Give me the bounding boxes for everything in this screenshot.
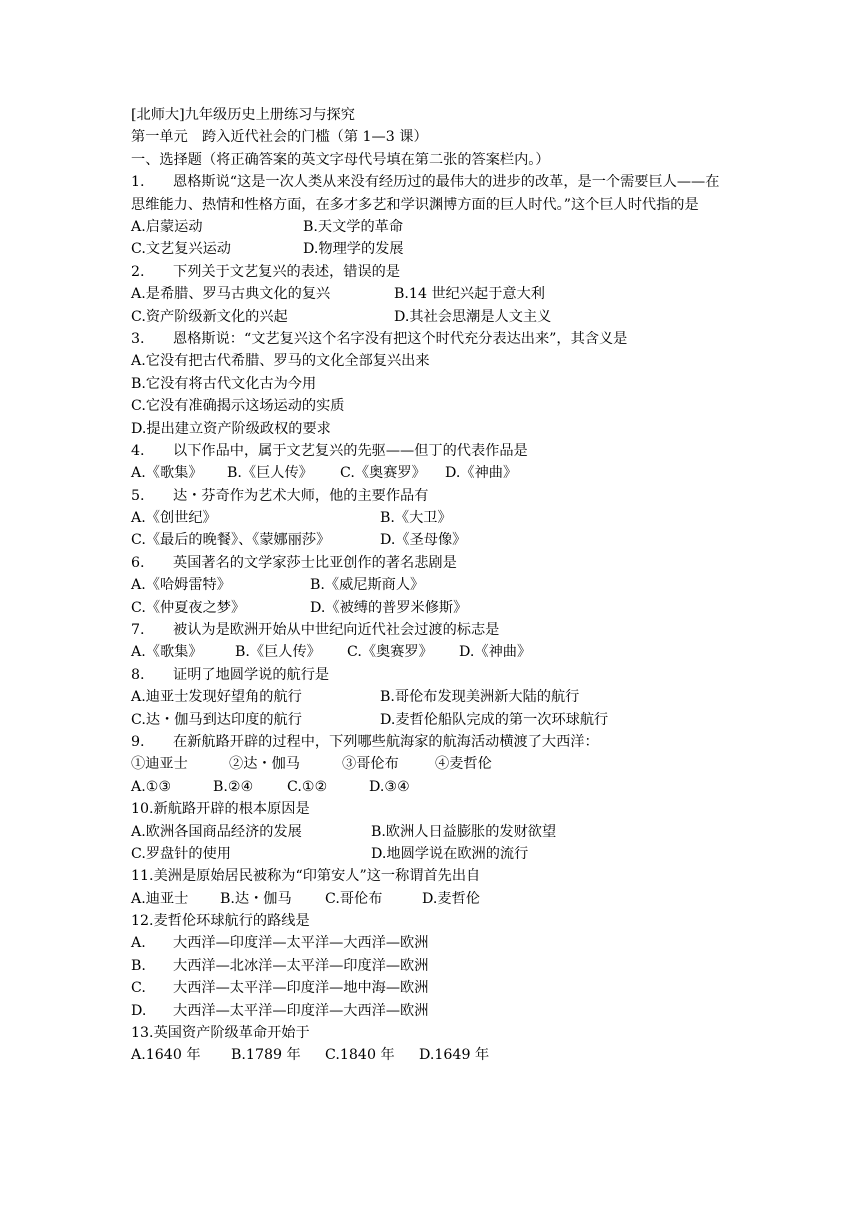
option-c: C.它没有准确揭示这场运动的实质 xyxy=(131,398,345,415)
option-c: C.《奥赛罗》 xyxy=(340,465,426,482)
section-heading: 一、选择题（将正确答案的英文字母代号填在第二张的答案栏内。） xyxy=(131,151,550,168)
question-text: 英国资产阶级革命开始于 xyxy=(153,1025,310,1042)
option-d: D.③④ xyxy=(369,778,410,795)
option-b: B.欧洲人日益膨胀的发财欲望 xyxy=(371,823,557,840)
options-row xyxy=(131,843,741,865)
option-text: 大西洋—北冰洋—太平洋—印度洋—欧洲 xyxy=(173,957,429,974)
option-b: B.它没有将古代文化古为今用 xyxy=(131,375,317,392)
option-a: A.①③ xyxy=(131,778,172,795)
question-1 xyxy=(131,171,731,216)
options-row xyxy=(131,888,741,910)
question-text: 被认为是欧洲开始从中世纪向近代社会过渡的标志是 xyxy=(173,622,500,639)
option-text: 大西洋—太平洋—印度洋—地中海—欧洲 xyxy=(173,980,429,997)
question-number: 9. xyxy=(131,733,145,750)
options-row xyxy=(131,597,741,619)
items-row xyxy=(131,753,741,775)
option-a: A.欧洲各国商品经济的发展 xyxy=(131,823,302,840)
option-letter: B. xyxy=(131,957,146,974)
question-5 xyxy=(131,485,741,507)
question-12 xyxy=(131,910,741,932)
option-c: C.《仲夏夜之梦》 xyxy=(131,599,246,616)
option-a: A.《创世纪》 xyxy=(131,510,217,527)
option-b: B.②④ xyxy=(213,778,254,795)
option-text: 大西洋—印度洋—太平洋—大西洋—欧洲 xyxy=(173,935,429,952)
option-c: C.文艺复兴运动 xyxy=(131,241,231,258)
question-13 xyxy=(131,1022,741,1044)
option-b: B.1789 年 xyxy=(231,1047,301,1064)
question-number: 10. xyxy=(131,801,154,818)
option-d: D.《神曲》 xyxy=(445,465,518,482)
document-title: [北师大]九年级历史上册练习与探究 xyxy=(131,107,355,123)
options-row xyxy=(131,507,741,529)
question-text: 达・芬奇作为艺术大师，他的主要作品有 xyxy=(173,487,429,504)
question-number: 12. xyxy=(131,913,154,930)
question-number: 11. xyxy=(131,868,154,885)
question-text: 美洲是原始居民被称为“印第安人”这一称谓首先出自 xyxy=(153,868,481,885)
document-page xyxy=(131,104,741,1067)
option-a: A.启蒙运动 xyxy=(131,218,203,235)
item-3: ③哥伦布 xyxy=(342,756,399,773)
option-b: B.达・伽马 xyxy=(220,890,292,907)
question-text: 下列关于文艺复兴的表述，错误的是 xyxy=(173,263,401,280)
question-7 xyxy=(131,619,741,641)
options-row xyxy=(131,776,741,798)
options-row xyxy=(131,529,741,551)
option-b: B.《大卫》 xyxy=(380,510,452,527)
question-text: 以下作品中，属于文艺复兴的先驱——但丁的代表作品是 xyxy=(173,442,528,459)
question-3 xyxy=(131,328,741,350)
question-6 xyxy=(131,552,741,574)
option-letter: D. xyxy=(131,1002,147,1019)
question-text: 恩格斯说“这是一次人类从来没有经历过的最伟大的进步的改革，是一个需要巨人——在思维能力、热情和性格方面，在多才多艺和学识渊博方面的巨人时代。”这个巨人时代指的是 xyxy=(131,174,720,213)
option-b: B.14 世纪兴起于意大利 xyxy=(394,286,545,303)
option-c: C.罗盘针的使用 xyxy=(131,845,231,862)
question-number: 13. xyxy=(131,1025,154,1042)
question-number: 1. xyxy=(131,174,145,191)
option-a: A.《歌集》 xyxy=(131,465,203,482)
options-row xyxy=(131,283,741,305)
option-b: B.《巨人传》 xyxy=(235,644,321,661)
question-number: 5. xyxy=(131,487,145,504)
options-row xyxy=(131,686,741,708)
question-4 xyxy=(131,440,741,462)
option-c: C.《最后的晚餐》、《蒙娜丽莎》 xyxy=(131,532,331,549)
question-text: 在新航路开辟的过程中，下列哪些航海家的航海活动横渡了大西洋： xyxy=(173,733,599,750)
option-d: D.麦哲伦船队完成的第一次环球航行 xyxy=(380,711,609,728)
option-b: B.《威尼斯商人》 xyxy=(310,577,425,594)
options-row xyxy=(131,462,741,484)
question-text: 英国著名的文学家莎士比亚创作的著名悲剧是 xyxy=(173,554,457,571)
route-option-c xyxy=(131,977,741,999)
option-letter: C. xyxy=(131,980,146,997)
option-d: D.《被缚的普罗米修斯》 xyxy=(310,599,468,616)
option-b: B.哥伦布发现美洲新大陆的航行 xyxy=(380,689,580,706)
question-text: 麦哲伦环球航行的路线是 xyxy=(153,913,310,930)
option-c: C.哥伦布 xyxy=(325,890,383,907)
option-c: C.达・伽马到达印度的航行 xyxy=(131,711,302,728)
option-a: A.是希腊、罗马古典文化的复兴 xyxy=(131,286,331,303)
route-option-b xyxy=(131,955,741,977)
option-c: C.资产阶级新文化的兴起 xyxy=(131,308,288,325)
route-option-a xyxy=(131,932,741,954)
question-number: 3. xyxy=(131,330,145,347)
option-text: 大西洋—太平洋—印度洋—大西洋—欧洲 xyxy=(173,1002,429,1019)
question-11 xyxy=(131,865,741,887)
option-a: A.迪亚士 xyxy=(131,890,189,907)
option-a: A.1640 年 xyxy=(131,1047,201,1064)
question-8 xyxy=(131,664,741,686)
option-c: C.《奥赛罗》 xyxy=(347,644,433,661)
options-row xyxy=(131,1044,741,1066)
question-number: 2. xyxy=(131,263,145,280)
question-number: 7. xyxy=(131,622,145,639)
question-number: 8. xyxy=(131,666,145,683)
option-a: A.它没有把古代希腊、罗马的文化全部复兴出来 xyxy=(131,353,430,370)
option-b: B.天文学的革命 xyxy=(303,218,404,235)
question-text: 新航路开辟的根本原因是 xyxy=(153,801,310,818)
option-d: D.提出建立资产阶级政权的要求 xyxy=(131,420,331,437)
question-text: 证明了地圆学说的航行是 xyxy=(173,666,330,683)
option-d: D.物理学的发展 xyxy=(303,241,404,258)
option-a: A.迪亚士发现好望角的航行 xyxy=(131,689,302,706)
route-option-d xyxy=(131,1000,741,1022)
options-row xyxy=(131,216,741,238)
item-4: ④麦哲伦 xyxy=(435,756,492,773)
options-row xyxy=(131,306,741,328)
option-b: B.《巨人传》 xyxy=(227,465,313,482)
options-row xyxy=(131,709,741,731)
option-a: A.《歌集》 xyxy=(131,644,203,661)
item-2: ②达・伽马 xyxy=(229,756,300,773)
option-a: A.《哈姆雷特》 xyxy=(131,577,231,594)
option-d: D.其社会思潮是人文主义 xyxy=(394,308,552,325)
option-d: D.《神曲》 xyxy=(459,644,532,661)
options-row xyxy=(131,238,741,260)
options-row xyxy=(131,641,741,663)
question-number: 4. xyxy=(131,442,145,459)
option-d: D.《圣母像》 xyxy=(380,532,467,549)
option-letter: A. xyxy=(131,935,146,952)
option-d: D.地圆学说在欧洲的流行 xyxy=(371,845,529,862)
question-2 xyxy=(131,261,741,283)
question-10 xyxy=(131,798,741,820)
option-d: D.1649 年 xyxy=(419,1047,490,1064)
question-number: 6. xyxy=(131,554,145,571)
option-c: C.1840 年 xyxy=(325,1047,395,1064)
question-text: 恩格斯说：“文艺复兴这个名字没有把这个时代充分表达出来”，其含义是 xyxy=(173,330,628,347)
question-9 xyxy=(131,731,741,753)
option-c: C.①② xyxy=(287,778,328,795)
options-row xyxy=(131,574,741,596)
unit-heading: 第一单元 跨入近代社会的门槛（第 1—3 课） xyxy=(131,129,428,146)
option-d: D.麦哲伦 xyxy=(422,890,480,907)
item-1: ①迪亚士 xyxy=(131,756,188,773)
options-row xyxy=(131,821,741,843)
